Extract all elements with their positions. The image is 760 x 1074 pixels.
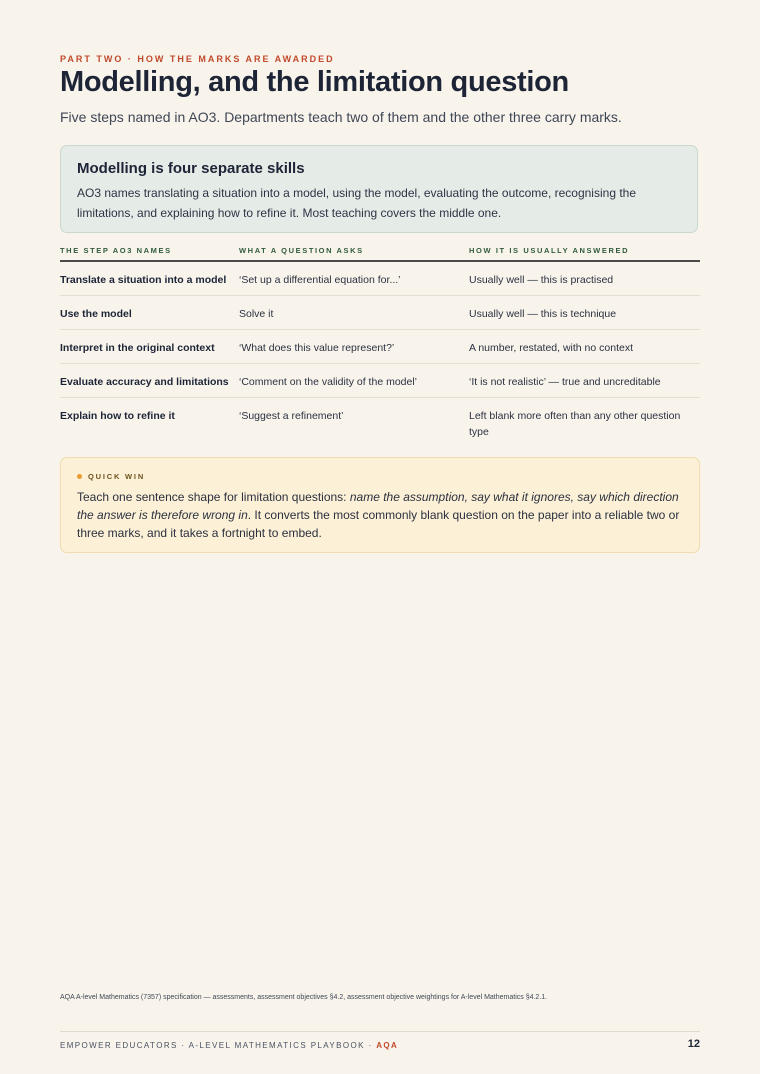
table-row	[60, 330, 700, 364]
cell-step: Use the model	[60, 308, 132, 320]
cell-answer: ‘It is not realistic’ — true and uncreditable	[469, 376, 661, 388]
page-number: 12	[687, 1038, 700, 1050]
cell-answer: Usually well — this is technique	[469, 308, 617, 320]
column-header-answer: HOW IT IS USUALLY ANSWERED	[469, 245, 630, 255]
cell-step: Evaluate accuracy and limitations	[60, 376, 229, 388]
cell-question: Solve it	[239, 308, 274, 320]
table-header	[60, 240, 700, 262]
cell-answer: Usually well — this is practised	[469, 274, 614, 286]
cell-question: ‘Comment on the validity of the model’	[239, 376, 418, 388]
table-row	[60, 296, 700, 330]
callout-title: Modelling is four separate skills	[77, 160, 305, 177]
column-header-step: THE STEP AO3 NAMES	[60, 245, 172, 255]
cell-question: ‘What does this value represent?’	[239, 342, 395, 354]
section-eyebrow: PART TWO · HOW THE MARKS ARE AWARDED	[60, 54, 335, 64]
source-note: AQA A-level Mathematics (7357) specification — assessments, assessment objectives §4.2, assessment objective weightings for A-level Mathematics §4.2.1.	[60, 994, 548, 1001]
quick-win-emphasis: name the assumption, say what it ignores, say which direction the answer is therefore wrong in	[77, 490, 679, 522]
ao3-steps-table	[60, 240, 700, 448]
callout-body: AO3 names translating a situation into a model, using the model, evaluating the outcome, recognising the limitations, and explaining how to refine it. Most teaching covers the middle one.	[77, 186, 637, 220]
page-footer	[60, 1031, 700, 1062]
cell-question: ‘Suggest a refinement’	[239, 410, 344, 422]
quick-win-label	[77, 472, 683, 481]
table-row	[60, 364, 700, 398]
column-header-question: WHAT A QUESTION ASKS	[239, 245, 364, 255]
page	[60, 0, 700, 1074]
quick-win-body	[77, 488, 683, 542]
cell-question: ‘Set up a differential equation for...’	[239, 274, 401, 286]
quick-win-tail: . It converts the most commonly blank question on the paper into a reliable two or three marks, and it takes a fortnight to embed.	[77, 508, 680, 540]
cell-step: Explain how to refine it	[60, 410, 175, 422]
quick-win-lead: Teach one sentence shape for limitation questions:	[77, 490, 350, 504]
bullet-dot-icon	[77, 474, 82, 479]
cell-answer: Left blank more often than any other question type	[469, 410, 681, 438]
skills-callout	[60, 145, 698, 233]
cell-step: Interpret in the original context	[60, 342, 215, 354]
cell-answer: A number, restated, with no context	[469, 342, 634, 354]
quick-win-label-text: QUICK WIN	[88, 472, 146, 481]
table-row	[60, 262, 700, 296]
quick-win-callout	[60, 457, 700, 553]
table-row	[60, 398, 700, 448]
page-title: Modelling, and the limitation question	[60, 66, 569, 98]
page-subtitle: Five steps named in AO3. Departments teach two of them and the other three carry marks.	[60, 109, 622, 125]
footer-brand: AQA	[376, 1041, 399, 1050]
cell-step: Translate a situation into a model	[60, 274, 227, 286]
footer-running-title	[60, 1041, 398, 1050]
footer-text: EMPOWER EDUCATORS · A-LEVEL MATHEMATICS PLAYBOOK ·	[60, 1041, 377, 1050]
